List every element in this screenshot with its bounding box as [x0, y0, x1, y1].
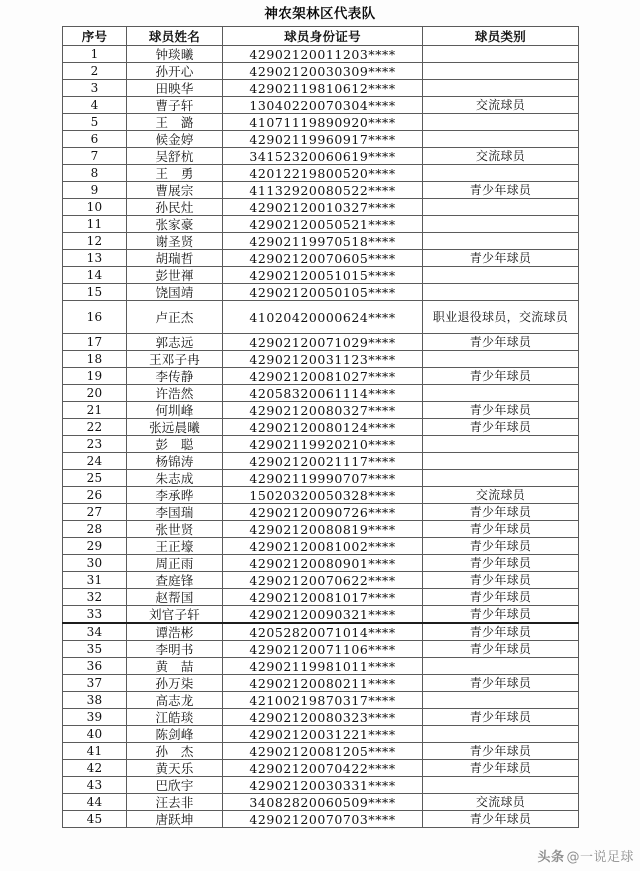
table-row [63, 351, 579, 368]
cell-player-name: 孙民灶 [127, 199, 223, 216]
cell-player-id: 42902120070422**** [223, 760, 423, 777]
cell-sequence: 5 [63, 114, 127, 131]
cell-player-name: 李国瑞 [127, 504, 223, 521]
cell-player-id: 42902120080211**** [223, 675, 423, 692]
cell-player-id: 42058320061114**** [223, 385, 423, 402]
table-row [63, 470, 579, 487]
cell-sequence: 13 [63, 250, 127, 267]
cell-player-id: 42902120080327**** [223, 402, 423, 419]
table-row [63, 114, 579, 131]
cell-player-name: 孙开心 [127, 63, 223, 80]
cell-player-name: 何圳峰 [127, 402, 223, 419]
cell-sequence: 30 [63, 555, 127, 572]
cell-player-category [423, 216, 579, 233]
cell-player-category: 青少年球员 [423, 760, 579, 777]
cell-player-id: 42902119970518**** [223, 233, 423, 250]
cell-sequence: 4 [63, 97, 127, 114]
cell-player-name: 陈剑峰 [127, 726, 223, 743]
cell-sequence: 15 [63, 284, 127, 301]
table-row [63, 794, 579, 811]
cell-player-id: 42902120050105**** [223, 284, 423, 301]
table-row [63, 284, 579, 301]
cell-player-name: 谭浩彬 [127, 623, 223, 641]
cell-sequence: 35 [63, 641, 127, 658]
cell-sequence: 43 [63, 777, 127, 794]
page-title: 神农架林区代表队 [264, 6, 376, 22]
cell-sequence: 22 [63, 419, 127, 436]
cell-player-id: 42902119810612**** [223, 80, 423, 97]
cell-player-id: 42902120071029**** [223, 334, 423, 351]
table-row [63, 419, 579, 436]
cell-sequence: 10 [63, 199, 127, 216]
cell-sequence: 7 [63, 148, 127, 165]
cell-player-category: 青少年球员 [423, 623, 579, 641]
column-header-player-category: 球员类别 [423, 27, 579, 46]
cell-player-category [423, 233, 579, 250]
table-row [63, 80, 579, 97]
cell-player-category: 青少年球员 [423, 334, 579, 351]
cell-player-category: 青少年球员 [423, 641, 579, 658]
cell-player-category [423, 453, 579, 470]
player-roster-table [62, 26, 579, 828]
watermark-handle: @一说足球 [566, 850, 634, 865]
table-row [63, 675, 579, 692]
cell-sequence: 34 [63, 623, 127, 641]
cell-sequence: 27 [63, 504, 127, 521]
table-row [63, 606, 579, 624]
cell-player-id: 42012219800520**** [223, 165, 423, 182]
cell-player-id: 42052820071014**** [223, 623, 423, 641]
cell-player-id: 42902120081017**** [223, 589, 423, 606]
table-row [63, 182, 579, 199]
table-row [63, 777, 579, 794]
cell-player-category [423, 46, 579, 63]
cell-sequence: 1 [63, 46, 127, 63]
cell-player-category: 青少年球员 [423, 675, 579, 692]
cell-player-name: 巴欣宇 [127, 777, 223, 794]
watermark-logo: 头条 [537, 850, 565, 865]
table-row [63, 743, 579, 760]
cell-sequence: 19 [63, 368, 127, 385]
table-row [63, 165, 579, 182]
cell-player-id: 34152320060619**** [223, 148, 423, 165]
cell-sequence: 28 [63, 521, 127, 538]
cell-player-category: 交流球员 [423, 487, 579, 504]
cell-player-id: 42902120081205**** [223, 743, 423, 760]
cell-player-name: 许浩然 [127, 385, 223, 402]
cell-player-category: 青少年球员 [423, 589, 579, 606]
cell-player-category [423, 131, 579, 148]
cell-player-category: 职业退役球员，交流球员 [423, 301, 579, 334]
cell-sequence: 36 [63, 658, 127, 675]
cell-player-name: 查庭锋 [127, 572, 223, 589]
cell-player-category [423, 267, 579, 284]
cell-player-category [423, 199, 579, 216]
table-row [63, 131, 579, 148]
cell-sequence: 9 [63, 182, 127, 199]
roster-table-container [62, 26, 578, 828]
table-row [63, 148, 579, 165]
cell-player-id: 42902120080124**** [223, 419, 423, 436]
cell-sequence: 25 [63, 470, 127, 487]
cell-player-category: 青少年球员 [423, 572, 579, 589]
cell-player-name: 曹展宗 [127, 182, 223, 199]
table-row [63, 572, 579, 589]
cell-player-name: 王 潞 [127, 114, 223, 131]
cell-sequence: 3 [63, 80, 127, 97]
cell-player-category [423, 80, 579, 97]
table-row [63, 641, 579, 658]
cell-player-name: 王邓子冉 [127, 351, 223, 368]
cell-player-category [423, 470, 579, 487]
cell-player-name: 朱志成 [127, 470, 223, 487]
cell-sequence: 24 [63, 453, 127, 470]
cell-player-id: 42902120081027**** [223, 368, 423, 385]
table-row [63, 453, 579, 470]
cell-sequence: 6 [63, 131, 127, 148]
cell-player-name: 王 勇 [127, 165, 223, 182]
cell-player-id: 42100219870317**** [223, 692, 423, 709]
cell-player-id: 42902119990707**** [223, 470, 423, 487]
cell-player-category [423, 351, 579, 368]
cell-player-category: 青少年球员 [423, 606, 579, 624]
cell-player-id: 42902120010327**** [223, 199, 423, 216]
cell-player-name: 黄 喆 [127, 658, 223, 675]
cell-player-id: 13040220070304**** [223, 97, 423, 114]
column-header-sequence: 序号 [63, 27, 127, 46]
cell-player-name: 彭世禈 [127, 267, 223, 284]
table-body [63, 46, 579, 828]
table-row [63, 334, 579, 351]
watermark [537, 846, 634, 865]
cell-player-id: 42902120090726**** [223, 504, 423, 521]
table-row [63, 658, 579, 675]
table-row [63, 267, 579, 284]
cell-sequence: 42 [63, 760, 127, 777]
cell-player-name: 赵帮国 [127, 589, 223, 606]
cell-player-name: 杨锦涛 [127, 453, 223, 470]
table-row [63, 760, 579, 777]
table-row [63, 726, 579, 743]
cell-player-name: 曹子轩 [127, 97, 223, 114]
cell-player-name: 汪去非 [127, 794, 223, 811]
cell-player-category: 青少年球员 [423, 504, 579, 521]
cell-player-id: 42902120081002**** [223, 538, 423, 555]
cell-player-category: 交流球员 [423, 97, 579, 114]
table-row [63, 504, 579, 521]
cell-player-name: 卢正杰 [127, 301, 223, 334]
table-row [63, 250, 579, 267]
cell-player-id: 42902120051015**** [223, 267, 423, 284]
cell-player-name: 唐跃坤 [127, 811, 223, 828]
cell-sequence: 26 [63, 487, 127, 504]
table-row [63, 623, 579, 641]
cell-player-category [423, 284, 579, 301]
cell-sequence: 12 [63, 233, 127, 250]
cell-player-category [423, 114, 579, 131]
table-row [63, 487, 579, 504]
cell-player-id: 34082820060509**** [223, 794, 423, 811]
table-row [63, 709, 579, 726]
cell-player-category: 交流球员 [423, 794, 579, 811]
cell-player-id: 42902119960917**** [223, 131, 423, 148]
cell-player-name: 候金婷 [127, 131, 223, 148]
cell-player-name: 王正壕 [127, 538, 223, 555]
cell-player-category: 青少年球员 [423, 250, 579, 267]
cell-player-id: 42902120031123**** [223, 351, 423, 368]
cell-player-name: 李明书 [127, 641, 223, 658]
cell-player-name: 李传静 [127, 368, 223, 385]
table-row [63, 692, 579, 709]
cell-player-id: 42902120070622**** [223, 572, 423, 589]
cell-player-name: 高志龙 [127, 692, 223, 709]
cell-sequence: 39 [63, 709, 127, 726]
cell-player-category [423, 165, 579, 182]
cell-player-category: 青少年球员 [423, 182, 579, 199]
cell-player-name: 张世贤 [127, 521, 223, 538]
cell-player-category [423, 63, 579, 80]
cell-sequence: 32 [63, 589, 127, 606]
cell-player-id: 42902120030331**** [223, 777, 423, 794]
cell-player-name: 田映华 [127, 80, 223, 97]
cell-player-name: 黄天乐 [127, 760, 223, 777]
cell-player-category: 青少年球员 [423, 743, 579, 760]
table-row [63, 97, 579, 114]
cell-player-category [423, 726, 579, 743]
cell-player-id: 42902119920210**** [223, 436, 423, 453]
cell-player-id: 42902120050521**** [223, 216, 423, 233]
cell-player-name: 李承晔 [127, 487, 223, 504]
cell-player-category [423, 658, 579, 675]
cell-sequence: 44 [63, 794, 127, 811]
cell-player-id: 42902120080323**** [223, 709, 423, 726]
cell-player-category: 交流球员 [423, 148, 579, 165]
cell-sequence: 31 [63, 572, 127, 589]
cell-sequence: 37 [63, 675, 127, 692]
cell-player-name: 孙万柒 [127, 675, 223, 692]
cell-sequence: 18 [63, 351, 127, 368]
cell-player-id: 42902120071106**** [223, 641, 423, 658]
cell-player-name: 周正雨 [127, 555, 223, 572]
cell-sequence: 33 [63, 606, 127, 624]
cell-sequence: 41 [63, 743, 127, 760]
cell-sequence: 11 [63, 216, 127, 233]
cell-player-category: 青少年球员 [423, 419, 579, 436]
cell-sequence: 17 [63, 334, 127, 351]
cell-sequence: 38 [63, 692, 127, 709]
column-header-player-id: 球员身份证号 [223, 27, 423, 46]
cell-player-id: 41132920080522**** [223, 182, 423, 199]
cell-sequence: 8 [63, 165, 127, 182]
cell-sequence: 14 [63, 267, 127, 284]
cell-player-category: 青少年球员 [423, 555, 579, 572]
table-row [63, 46, 579, 63]
cell-player-name: 张远晨曦 [127, 419, 223, 436]
column-header-player-name: 球员姓名 [127, 27, 223, 46]
table-row [63, 538, 579, 555]
table-row [63, 368, 579, 385]
cell-player-id: 42902120070605**** [223, 250, 423, 267]
table-row [63, 199, 579, 216]
cell-sequence: 2 [63, 63, 127, 80]
cell-player-id: 42902120031221**** [223, 726, 423, 743]
table-row [63, 216, 579, 233]
cell-player-id: 15020320050328**** [223, 487, 423, 504]
cell-sequence: 21 [63, 402, 127, 419]
cell-player-id: 41071119890920**** [223, 114, 423, 131]
cell-player-category [423, 436, 579, 453]
cell-sequence: 45 [63, 811, 127, 828]
table-row [63, 811, 579, 828]
table-header-row [63, 27, 579, 46]
cell-player-name: 刘官子轩 [127, 606, 223, 624]
cell-player-category [423, 385, 579, 402]
table-row [63, 63, 579, 80]
table-row [63, 436, 579, 453]
cell-player-id: 42902120011203**** [223, 46, 423, 63]
cell-player-name: 谢圣贤 [127, 233, 223, 250]
cell-player-id: 42902119981011**** [223, 658, 423, 675]
cell-player-id: 42902120030309**** [223, 63, 423, 80]
cell-player-name: 饶国靖 [127, 284, 223, 301]
cell-player-name: 江皓琰 [127, 709, 223, 726]
cell-player-name: 郭志远 [127, 334, 223, 351]
cell-player-category: 青少年球员 [423, 538, 579, 555]
cell-player-category: 青少年球员 [423, 521, 579, 538]
cell-player-category: 青少年球员 [423, 402, 579, 419]
cell-player-name: 张家豪 [127, 216, 223, 233]
cell-player-category: 青少年球员 [423, 811, 579, 828]
table-header [63, 27, 579, 46]
cell-sequence: 20 [63, 385, 127, 402]
cell-sequence: 23 [63, 436, 127, 453]
table-row [63, 301, 579, 334]
cell-player-id: 41020420000624**** [223, 301, 423, 334]
cell-player-id: 42902120080819**** [223, 521, 423, 538]
cell-sequence: 16 [63, 301, 127, 334]
cell-player-category: 青少年球员 [423, 709, 579, 726]
cell-player-category: 青少年球员 [423, 368, 579, 385]
table-row [63, 402, 579, 419]
cell-sequence: 29 [63, 538, 127, 555]
table-row [63, 521, 579, 538]
table-row [63, 589, 579, 606]
cell-player-id: 42902120070703**** [223, 811, 423, 828]
cell-player-id: 42902120080901**** [223, 555, 423, 572]
cell-sequence: 40 [63, 726, 127, 743]
table-row [63, 555, 579, 572]
table-row [63, 385, 579, 402]
cell-player-category [423, 777, 579, 794]
cell-player-name: 孙 杰 [127, 743, 223, 760]
cell-player-name: 吴舒杭 [127, 148, 223, 165]
cell-player-name: 钟琰曦 [127, 46, 223, 63]
cell-player-name: 胡瑞哲 [127, 250, 223, 267]
cell-player-category [423, 692, 579, 709]
cell-player-name: 彭 聪 [127, 436, 223, 453]
cell-player-id: 42902120090321**** [223, 606, 423, 624]
cell-player-id: 42902120021117**** [223, 453, 423, 470]
table-row [63, 233, 579, 250]
